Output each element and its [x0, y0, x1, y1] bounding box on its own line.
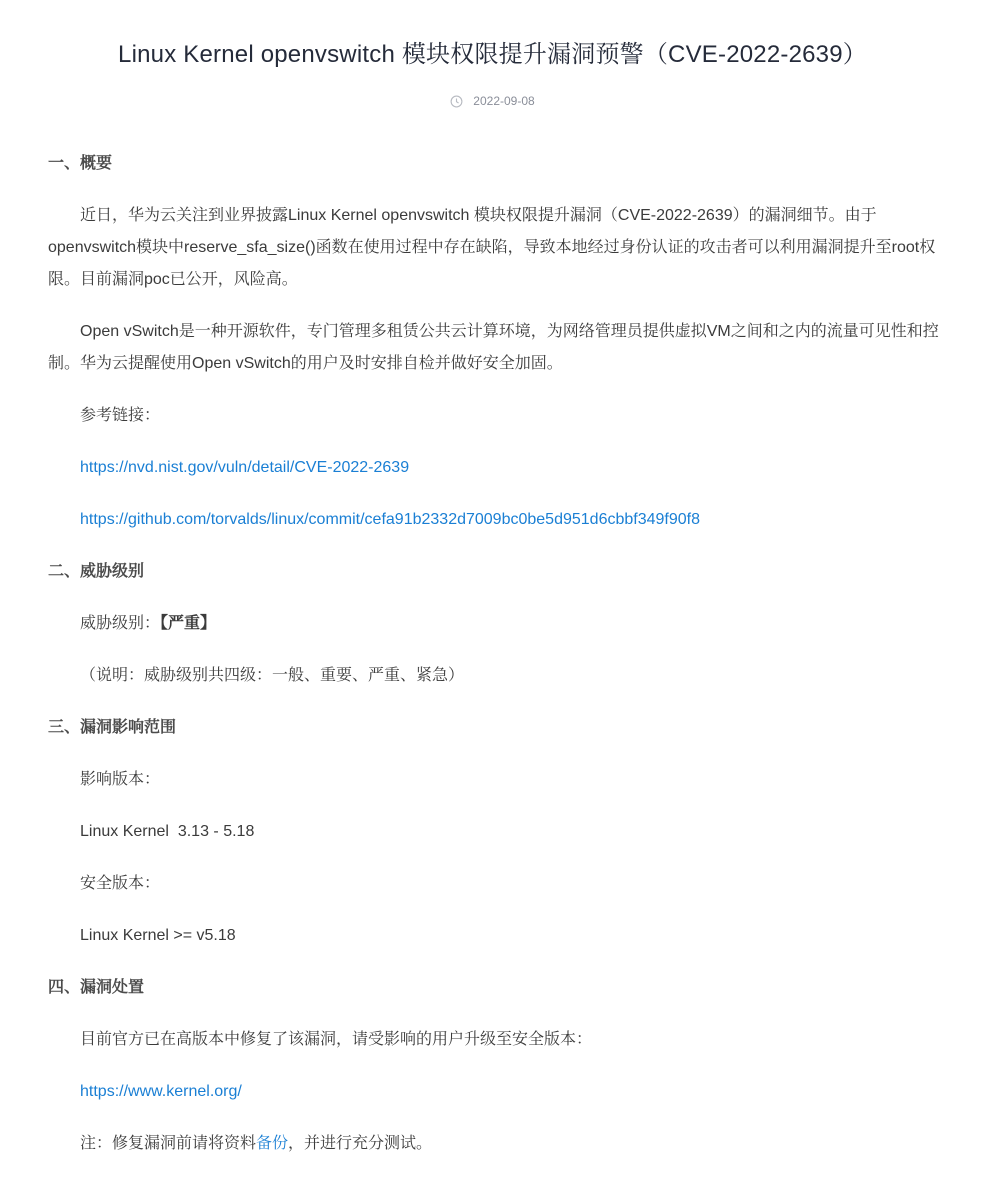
publish-date: 2022-09-08: [473, 94, 535, 108]
threat-level-note: （说明：威胁级别共四级：一般、重要、严重、紧急）: [80, 667, 465, 684]
threat-level-label: 威胁级别：: [80, 615, 161, 632]
article-title: Linux Kernel openvswitch 模块权限提升漏洞预警（CVE-2022-2639）: [118, 41, 867, 68]
affected-versions-label: 影响版本：: [80, 771, 161, 788]
article-meta: [0, 94, 985, 108]
reference-link-nvd[interactable]: https://nvd.nist.gov/vuln/detail/CVE-2022-2639: [80, 459, 410, 476]
reference-link-github[interactable]: https://github.com/torvalds/linux/commit/cefa91b2332d7009bc0be5d951d6cbbf349f90f8: [80, 511, 700, 528]
section-heading-threat: 二、威胁级别: [48, 563, 145, 580]
threat-level-line: [48, 608, 944, 640]
safe-versions-label: 安全版本：: [80, 875, 161, 892]
fix-paragraph: 目前官方已在高版本中修复了该漏洞，请受影响的用户升级至安全版本：: [80, 1031, 593, 1048]
article-body: [48, 148, 944, 1160]
fix-note-post: ，并进行充分测试。: [288, 1135, 433, 1152]
clock-icon: [450, 95, 463, 108]
fix-note: [48, 1128, 944, 1160]
section-heading-scope: 三、漏洞影响范围: [48, 719, 177, 736]
overview-paragraph-1: 近日，华为云关注到业界披露Linux Kernel openvswitch 模块权限提升漏洞（CVE-2022-2639）的漏洞细节。由于 openvswitch模块中reserve_sfa_size()函数在使用过程中存在缺陷，导致本地经过身份认证的攻击者可以利用漏洞提升至root权限。目前漏洞poc已公开，风险高。: [48, 207, 936, 288]
kernel-org-link[interactable]: https://www.kernel.org/: [80, 1083, 242, 1100]
section-heading-fix: 四、漏洞处置: [48, 979, 145, 996]
backup-link[interactable]: 备份: [256, 1135, 289, 1152]
section-heading-overview: 一、概要: [48, 155, 113, 172]
overview-paragraph-2: Open vSwitch是一种开源软件，专门管理多租赁公共云计算环境，为网络管理员提供虚拟VM之间和之内的流量可见性和控制。华为云提醒使用Open vSwitch的用户及时安排自检并做好安全加固。: [48, 323, 939, 372]
affected-versions-value: Linux Kernel 3.13 - 5.18: [80, 823, 255, 840]
threat-level-value: 【严重】: [160, 615, 217, 632]
fix-note-pre: 注：修复漏洞前请将资料: [80, 1135, 257, 1152]
reference-label: 参考链接：: [80, 407, 161, 424]
safe-versions-value: Linux Kernel >= v5.18: [80, 927, 236, 944]
